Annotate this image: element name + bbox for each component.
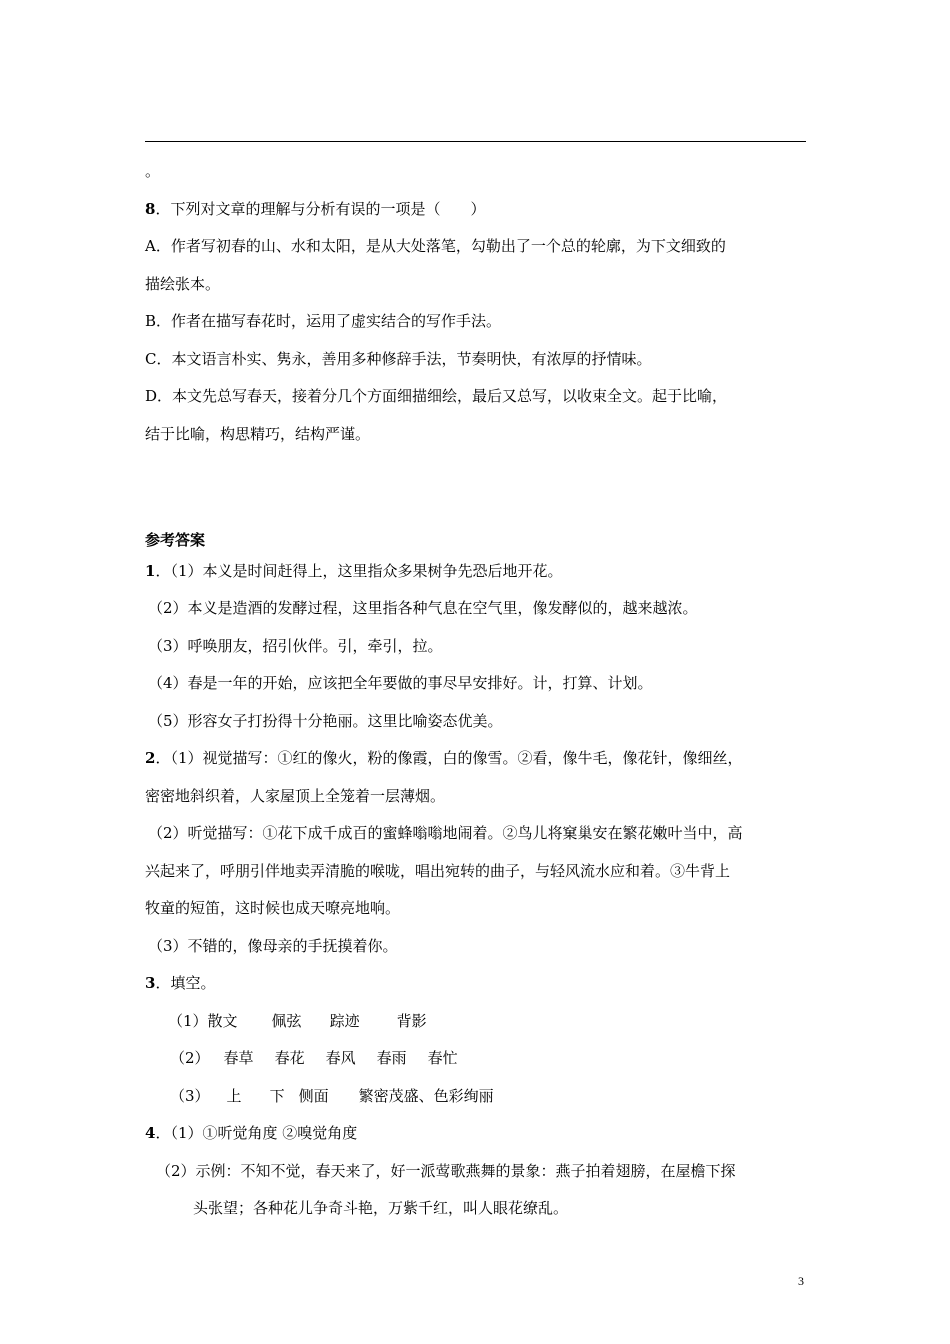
answer-number: 2 xyxy=(145,749,156,767)
fill-item: （1）散文 xyxy=(168,1012,238,1030)
answer-1-line-5: （5）形容女子打扮得十分艳丽。这里比喻姿态优美。 xyxy=(148,712,503,730)
answer-2-line-1 xyxy=(145,748,743,768)
answer-2-line-5: 牧童的短笛，这时候也成天嘹亮地响。 xyxy=(145,899,401,917)
fill-item: 上 xyxy=(226,1087,242,1105)
answer-2-line-3: （2）听觉描写：①花下成千成百的蜜蜂嗡嗡地闹着。②鸟儿将窠巢安在繁花嫩叶当中，高 xyxy=(148,824,743,842)
option-a-line-2: 描绘张本。 xyxy=(145,275,221,293)
answer-1-line-1 xyxy=(145,561,562,581)
answer-number: 1 xyxy=(145,562,156,580)
option-b: B．作者在描写春花时，运用了虚实结合的写作手法。 xyxy=(145,312,502,330)
answer-text: ．（1）本义是时间赶得上，这里指众多果树争先恐后地开花。 xyxy=(155,562,563,580)
answer-text: ．（1）①听觉角度 ②嗅觉角度 xyxy=(155,1124,358,1142)
page-number: 3 xyxy=(798,1274,804,1288)
answer-3-row-2 xyxy=(170,1048,458,1068)
header-rule xyxy=(145,141,806,142)
fill-item: （3） xyxy=(170,1087,210,1105)
fill-item: 繁密茂盛、色彩绚丽 xyxy=(358,1087,494,1105)
answer-text: ．（1）视觉描写：①红的像火，粉的像霞，白的像雪。②看，像牛毛，像花针，像细丝， xyxy=(155,749,743,767)
fill-item: 踪迹 xyxy=(329,1012,360,1030)
residual-punctuation: 。 xyxy=(145,162,161,180)
answer-1-line-4: （4）春是一年的开始，应该把全年要做的事尽早安排好。计，打算、计划。 xyxy=(148,674,653,692)
answer-1-line-2: （2）本义是造酒的发酵过程，这里指各种气息在空气里，像发酵似的，越来越浓。 xyxy=(148,599,698,617)
answers-heading: 参考答案 xyxy=(145,531,206,549)
option-c: C．本文语言朴实、隽永，善用多种修辞手法，节奏明快，有浓厚的抒情味。 xyxy=(145,350,652,368)
fill-item: 春花 xyxy=(274,1049,305,1067)
answer-2-line-4: 兴起来了，呼朋引伴地卖弄清脆的喉咙，唱出宛转的曲子，与轻风流水应和着。③牛背上 xyxy=(145,862,731,880)
question-number: 8 xyxy=(145,200,156,218)
fill-item: （2） xyxy=(170,1049,210,1067)
option-d-line-2: 结于比喻，构思精巧，结构严谨。 xyxy=(145,425,371,443)
fill-item: 下 xyxy=(269,1087,285,1105)
option-a-line-1: A．作者写初春的山、水和太阳，是从大处落笔，勾勒出了一个总的轮廓，为下文细致的 xyxy=(145,237,726,255)
answer-4-line-2: （2）示例：不知不觉，春天来了，好一派莺歌燕舞的景象：燕子拍着翅膀，在屋檐下探 xyxy=(156,1162,736,1180)
fill-item: 佩弦 xyxy=(271,1012,302,1030)
fill-item: 春草 xyxy=(223,1049,254,1067)
fill-item: 春风 xyxy=(325,1049,356,1067)
question-text: ．下列对文章的理解与分析有误的一项是（ ） xyxy=(155,200,486,218)
answer-text: ．填空。 xyxy=(155,974,216,992)
answer-number: 3 xyxy=(145,974,156,992)
fill-item: 背影 xyxy=(396,1012,427,1030)
answer-3-row-1 xyxy=(168,1011,427,1031)
answer-4-line-1 xyxy=(145,1123,357,1143)
fill-item: 春雨 xyxy=(376,1049,407,1067)
answer-3-row-3 xyxy=(170,1086,494,1106)
fill-item: 春忙 xyxy=(427,1049,458,1067)
answer-2-line-2: 密密地斜织着，人家屋顶上全笼着一层薄烟。 xyxy=(145,787,446,805)
answer-number: 4 xyxy=(145,1124,156,1142)
answer-2-line-6: （3）不错的，像母亲的手抚摸着你。 xyxy=(148,937,398,955)
fill-item: 侧面 xyxy=(298,1087,329,1105)
question-8-stem xyxy=(145,199,485,219)
answer-3-title xyxy=(145,973,215,993)
answer-4-line-3: 头张望；各种花儿争奇斗艳，万紫千红，叫人眼花缭乱。 xyxy=(193,1199,569,1217)
option-d-line-1: D．本文先总写春天，接着分几个方面细描细绘，最后又总写，以收束全文。起于比喻， xyxy=(145,387,728,405)
answer-1-line-3: （3）呼唤朋友，招引伙伴。引，牵引，拉。 xyxy=(148,637,443,655)
